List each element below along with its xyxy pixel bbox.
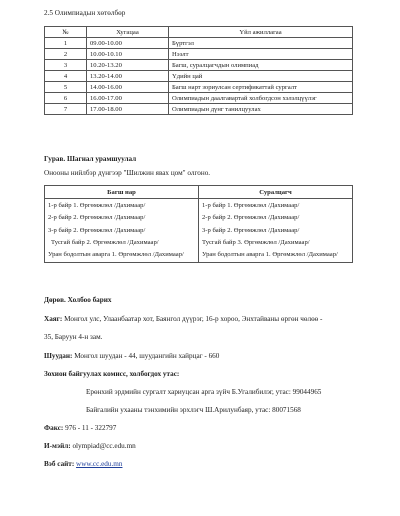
row-activity: Олимпиадын даалгавартай холбогдсон хэлэлцүүлэг bbox=[169, 93, 353, 104]
table-row bbox=[45, 60, 353, 71]
list-item: Тусгай байр 2. Өргөмжлөл /Дахимаар/ bbox=[51, 238, 159, 246]
awards-header-students: Суралцагч bbox=[199, 186, 353, 199]
row-number: 7 bbox=[45, 104, 87, 115]
table-row bbox=[45, 82, 353, 93]
awards-table bbox=[44, 185, 353, 263]
address-label: Хаяг: bbox=[44, 315, 63, 323]
table-row bbox=[45, 199, 353, 263]
email-label: И-мэйл: bbox=[44, 442, 71, 450]
awards-header-teachers: Багш нар bbox=[45, 186, 199, 199]
website-line bbox=[44, 460, 122, 469]
list-item: Тусгай байр 3. Өргөмжлөл /Дахимаар/ bbox=[202, 238, 310, 246]
contact-person-2: Байгалийн ухааны тэнхимийн эрхлэгч Ш.Арилунбаяр, утас: 80071568 bbox=[86, 406, 301, 414]
row-number: 6 bbox=[45, 93, 87, 104]
fax-line bbox=[44, 424, 116, 433]
committee-label: Зохион байгуулах комисс, холбогдох утас: bbox=[44, 370, 180, 378]
schedule-header-time: Хугацаа bbox=[87, 27, 169, 38]
row-activity: Багш, суралцагчдын олимпиад bbox=[169, 60, 353, 71]
schedule-table bbox=[44, 26, 353, 115]
schedule-header-activity: Үйл ажиллагаа bbox=[169, 27, 353, 38]
list-item: 3-р байр 2. Өргөмжлөл /Дахимаар/ bbox=[202, 226, 300, 234]
list-item: 1-р байр 1. Өргөмжлөл /Дахимаар/ bbox=[202, 202, 300, 209]
website-link[interactable]: www.cc.edu.mn bbox=[76, 460, 123, 468]
row-number: 3 bbox=[45, 60, 87, 71]
address-value: Монгол улс, Улаанбаатар хот, Баянгол дүүрэг, 16-р хороо, Энхтайваны өргөн чөлөө - bbox=[64, 315, 323, 323]
row-number: 4 bbox=[45, 71, 87, 82]
list-item: 1-р байр 1. Өргөмжлөл /Дахимаар/ bbox=[48, 202, 146, 209]
row-time: 14.00-16.00 bbox=[87, 82, 169, 93]
row-time: 13.20-14.00 bbox=[87, 71, 169, 82]
contact-person-1: Ерөнхий эрдмийн сургалт хариуцсан арга зүйч Б.Угалибилэг, утас: 99044965 bbox=[86, 388, 322, 396]
list-item: Уран бодолтын аварга 1. Өргөмжлөл /Дахимаар/ bbox=[48, 251, 184, 259]
schedule-header-no: № bbox=[45, 27, 87, 38]
mail-line bbox=[44, 352, 219, 361]
awards-title: Гурав. Шагнал урамшуулал bbox=[44, 155, 137, 163]
email-line bbox=[44, 442, 136, 451]
mail-label: Шуудан: bbox=[44, 352, 73, 360]
table-row bbox=[45, 93, 353, 104]
address-line-2: 35, Баруун 4-н зам. bbox=[44, 333, 103, 341]
row-number: 5 bbox=[45, 82, 87, 93]
address-line-1 bbox=[44, 315, 322, 324]
row-number: 2 bbox=[45, 49, 87, 60]
email-value[interactable]: olympiad@cc.edu.mn bbox=[72, 442, 136, 450]
schedule-header-row bbox=[45, 27, 353, 38]
mail-value: Монгол шуудан - 44, шуудангийн хайрцаг - 660 bbox=[74, 352, 220, 360]
list-item: 2-р байр 2. Өргөмжлөл /Дахимаар/ bbox=[48, 214, 146, 222]
awards-intro: Онооны нийлбэр дүнгээр "Шилжин явах цом" олгоно. bbox=[44, 169, 211, 177]
teachers-awards-cell bbox=[45, 199, 199, 263]
row-activity: Олимпиадын дүнг танилцуулах bbox=[169, 104, 353, 115]
students-awards-cell bbox=[199, 199, 353, 263]
row-time: 17.00-18.00 bbox=[87, 104, 169, 115]
row-time: 10.20-13.20 bbox=[87, 60, 169, 71]
table-row bbox=[45, 104, 353, 115]
row-activity: Бүртгэл bbox=[169, 38, 353, 49]
schedule-title: 2.5 Олимпиадын хөтөлбөр bbox=[44, 9, 126, 17]
table-row bbox=[45, 38, 353, 49]
fax-label: Факс: bbox=[44, 424, 64, 432]
row-time: 09.00-10.00 bbox=[87, 38, 169, 49]
table-row bbox=[45, 71, 353, 82]
list-item: Уран бодолтын аварга 1. Өргөмжлөл /Дахимаар/ bbox=[202, 251, 338, 259]
table-row bbox=[45, 49, 353, 60]
row-number: 1 bbox=[45, 38, 87, 49]
list-item: 2-р байр 2. Өргөмжлөл /Дахимаар/ bbox=[202, 214, 300, 222]
row-activity: Нээлт bbox=[169, 49, 353, 60]
fax-value: 976 - 11 - 322797 bbox=[65, 424, 117, 432]
row-activity: Үдийн цай bbox=[169, 71, 353, 82]
awards-header-row bbox=[45, 186, 353, 199]
row-activity: Багш нарт зориулсан сертификаттай сургалт bbox=[169, 82, 353, 93]
row-time: 16.00-17.00 bbox=[87, 93, 169, 104]
row-time: 10.00-10.10 bbox=[87, 49, 169, 60]
contact-title: Дөрөв. Холбоо барих bbox=[44, 296, 112, 304]
website-label: Вэб сайт: bbox=[44, 460, 75, 468]
list-item: 3-р байр 2. Өргөмжлөл /Дахимаар/ bbox=[48, 226, 146, 234]
